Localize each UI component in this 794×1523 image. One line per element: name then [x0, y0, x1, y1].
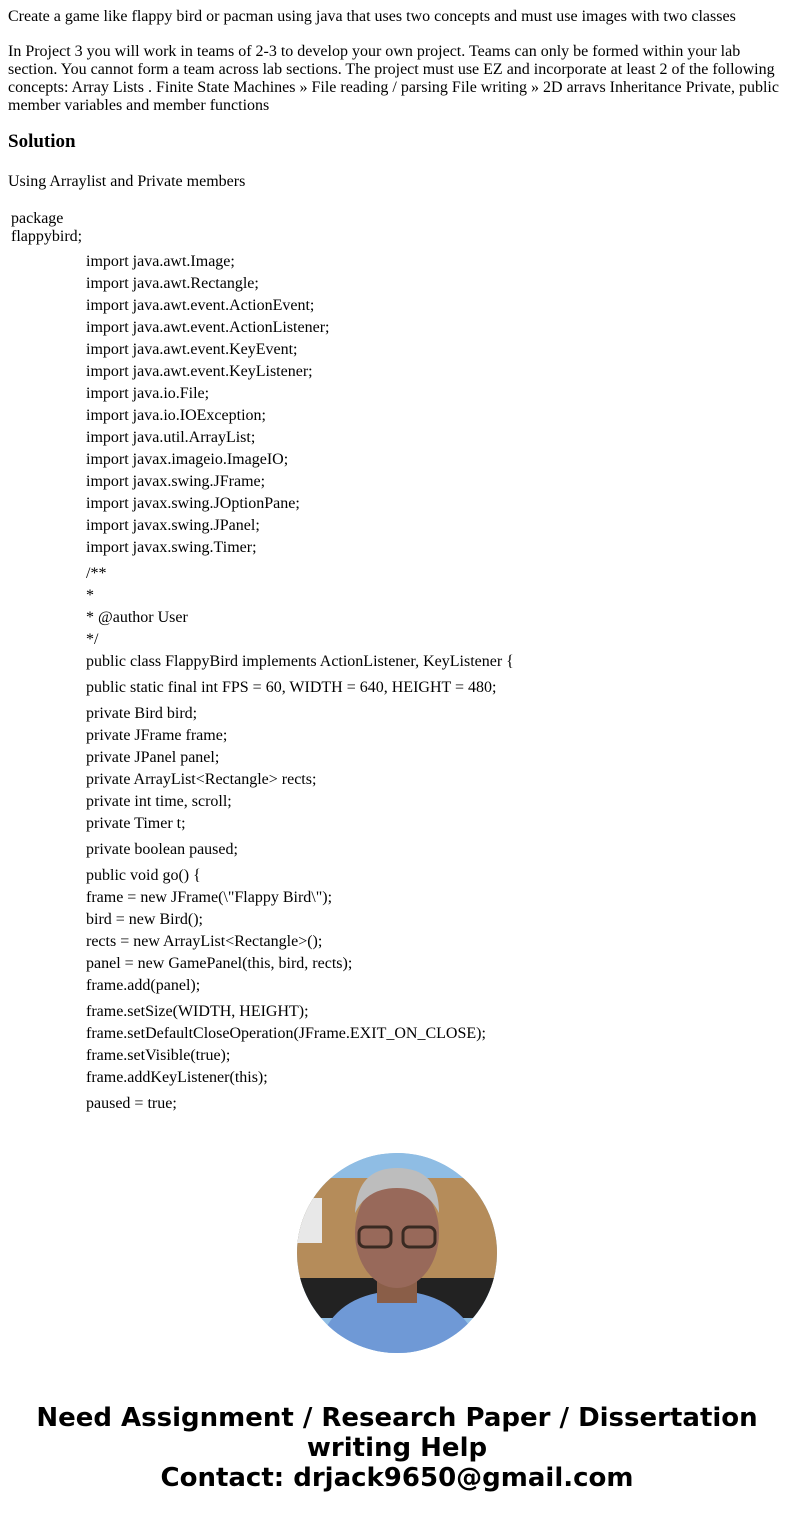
- code-line: public static final int FPS = 60, WIDTH = 640, HEIGHT = 480;: [86, 679, 497, 696]
- code-line: private ArrayList<Rectangle> rects;: [86, 771, 317, 788]
- author-avatar: [297, 1153, 497, 1353]
- code-block: [86, 677, 514, 699]
- code-block: [86, 839, 514, 861]
- code-line: import java.io.IOException;: [86, 407, 266, 424]
- code-line: frame = new JFrame(\"Flappy Bird\");: [86, 889, 333, 906]
- code-line: package: [11, 210, 64, 227]
- code-block: [86, 251, 514, 559]
- footer-contact: Contact: drjack9650@gmail.com: [160, 1463, 634, 1493]
- code-line: import javax.swing.JPanel;: [86, 517, 260, 534]
- code-line: import java.awt.event.ActionListener;: [86, 319, 330, 336]
- question-title: Create a game like flappy bird or pacman using java that uses two concepts and must use images with two classes: [8, 8, 736, 25]
- code-line: private JFrame frame;: [86, 727, 228, 744]
- code-line: private int time, scroll;: [86, 793, 232, 810]
- code-line: */: [86, 631, 99, 648]
- code-line: import javax.swing.JOptionPane;: [86, 495, 300, 512]
- solution-heading: Solution: [8, 131, 76, 152]
- code-line: frame.addKeyListener(this);: [86, 1069, 268, 1086]
- footer-line: Need Assignment / Research Paper / Dissertation: [36, 1403, 758, 1433]
- code-line: import java.awt.Rectangle;: [86, 275, 259, 292]
- code-line: import javax.imageio.ImageIO;: [86, 451, 289, 468]
- code-line: flappybird;: [11, 228, 83, 245]
- code-line: import javax.swing.JFrame;: [86, 473, 266, 490]
- code-line: import java.io.File;: [86, 385, 210, 402]
- footer-banner: [0, 1403, 794, 1493]
- code-line: import java.awt.Image;: [86, 253, 235, 270]
- code-block: [86, 1001, 514, 1089]
- code-listing: [86, 251, 514, 1115]
- code-block: [86, 563, 514, 673]
- code-line: * @author User: [86, 609, 188, 626]
- code-line: /**: [86, 565, 107, 582]
- code-line: frame.setSize(WIDTH, HEIGHT);: [86, 1003, 309, 1020]
- question-body: In Project 3 you will work in teams of 2-3 to develop your own project. Teams can only be formed within your lab section. You cannot form a team across lab sections. The project must use EZ and incorporate at least 2 of the following concepts: Array Lists . Finite State Machines » File reading / parsing File writing » 2D arravs Inheritance Private, public member variables and member functions: [8, 43, 779, 114]
- package-declaration: [11, 210, 786, 246]
- code-line: private Bird bird;: [86, 705, 198, 722]
- code-line: import java.awt.event.ActionEvent;: [86, 297, 315, 314]
- code-line: private JPanel panel;: [86, 749, 220, 766]
- code-line: frame.add(panel);: [86, 977, 201, 994]
- code-block: [86, 1093, 514, 1115]
- code-line: import java.awt.event.KeyListener;: [86, 363, 313, 380]
- code-line: panel = new GamePanel(this, bird, rects);: [86, 955, 353, 972]
- code-line: frame.setDefaultCloseOperation(JFrame.EXIT_ON_CLOSE);: [86, 1025, 486, 1042]
- code-line: frame.setVisible(true);: [86, 1047, 231, 1064]
- footer-line: writing Help: [306, 1433, 488, 1463]
- code-line: *: [86, 587, 94, 604]
- code-line: private Timer t;: [86, 815, 186, 832]
- code-line: bird = new Bird();: [86, 911, 203, 928]
- code-block: [86, 703, 514, 835]
- code-line: import javax.swing.Timer;: [86, 539, 257, 556]
- code-line: public void go() {: [86, 867, 201, 884]
- code-line: private boolean paused;: [86, 841, 238, 858]
- code-block: [86, 865, 514, 997]
- code-line: import java.util.ArrayList;: [86, 429, 256, 446]
- code-line: import java.awt.event.KeyEvent;: [86, 341, 298, 358]
- code-line: rects = new ArrayList<Rectangle>();: [86, 933, 323, 950]
- solution-intro: Using Arraylist and Private members: [8, 173, 246, 190]
- code-line: paused = true;: [86, 1095, 177, 1112]
- code-line: public class FlappyBird implements ActionListener, KeyListener {: [86, 653, 514, 670]
